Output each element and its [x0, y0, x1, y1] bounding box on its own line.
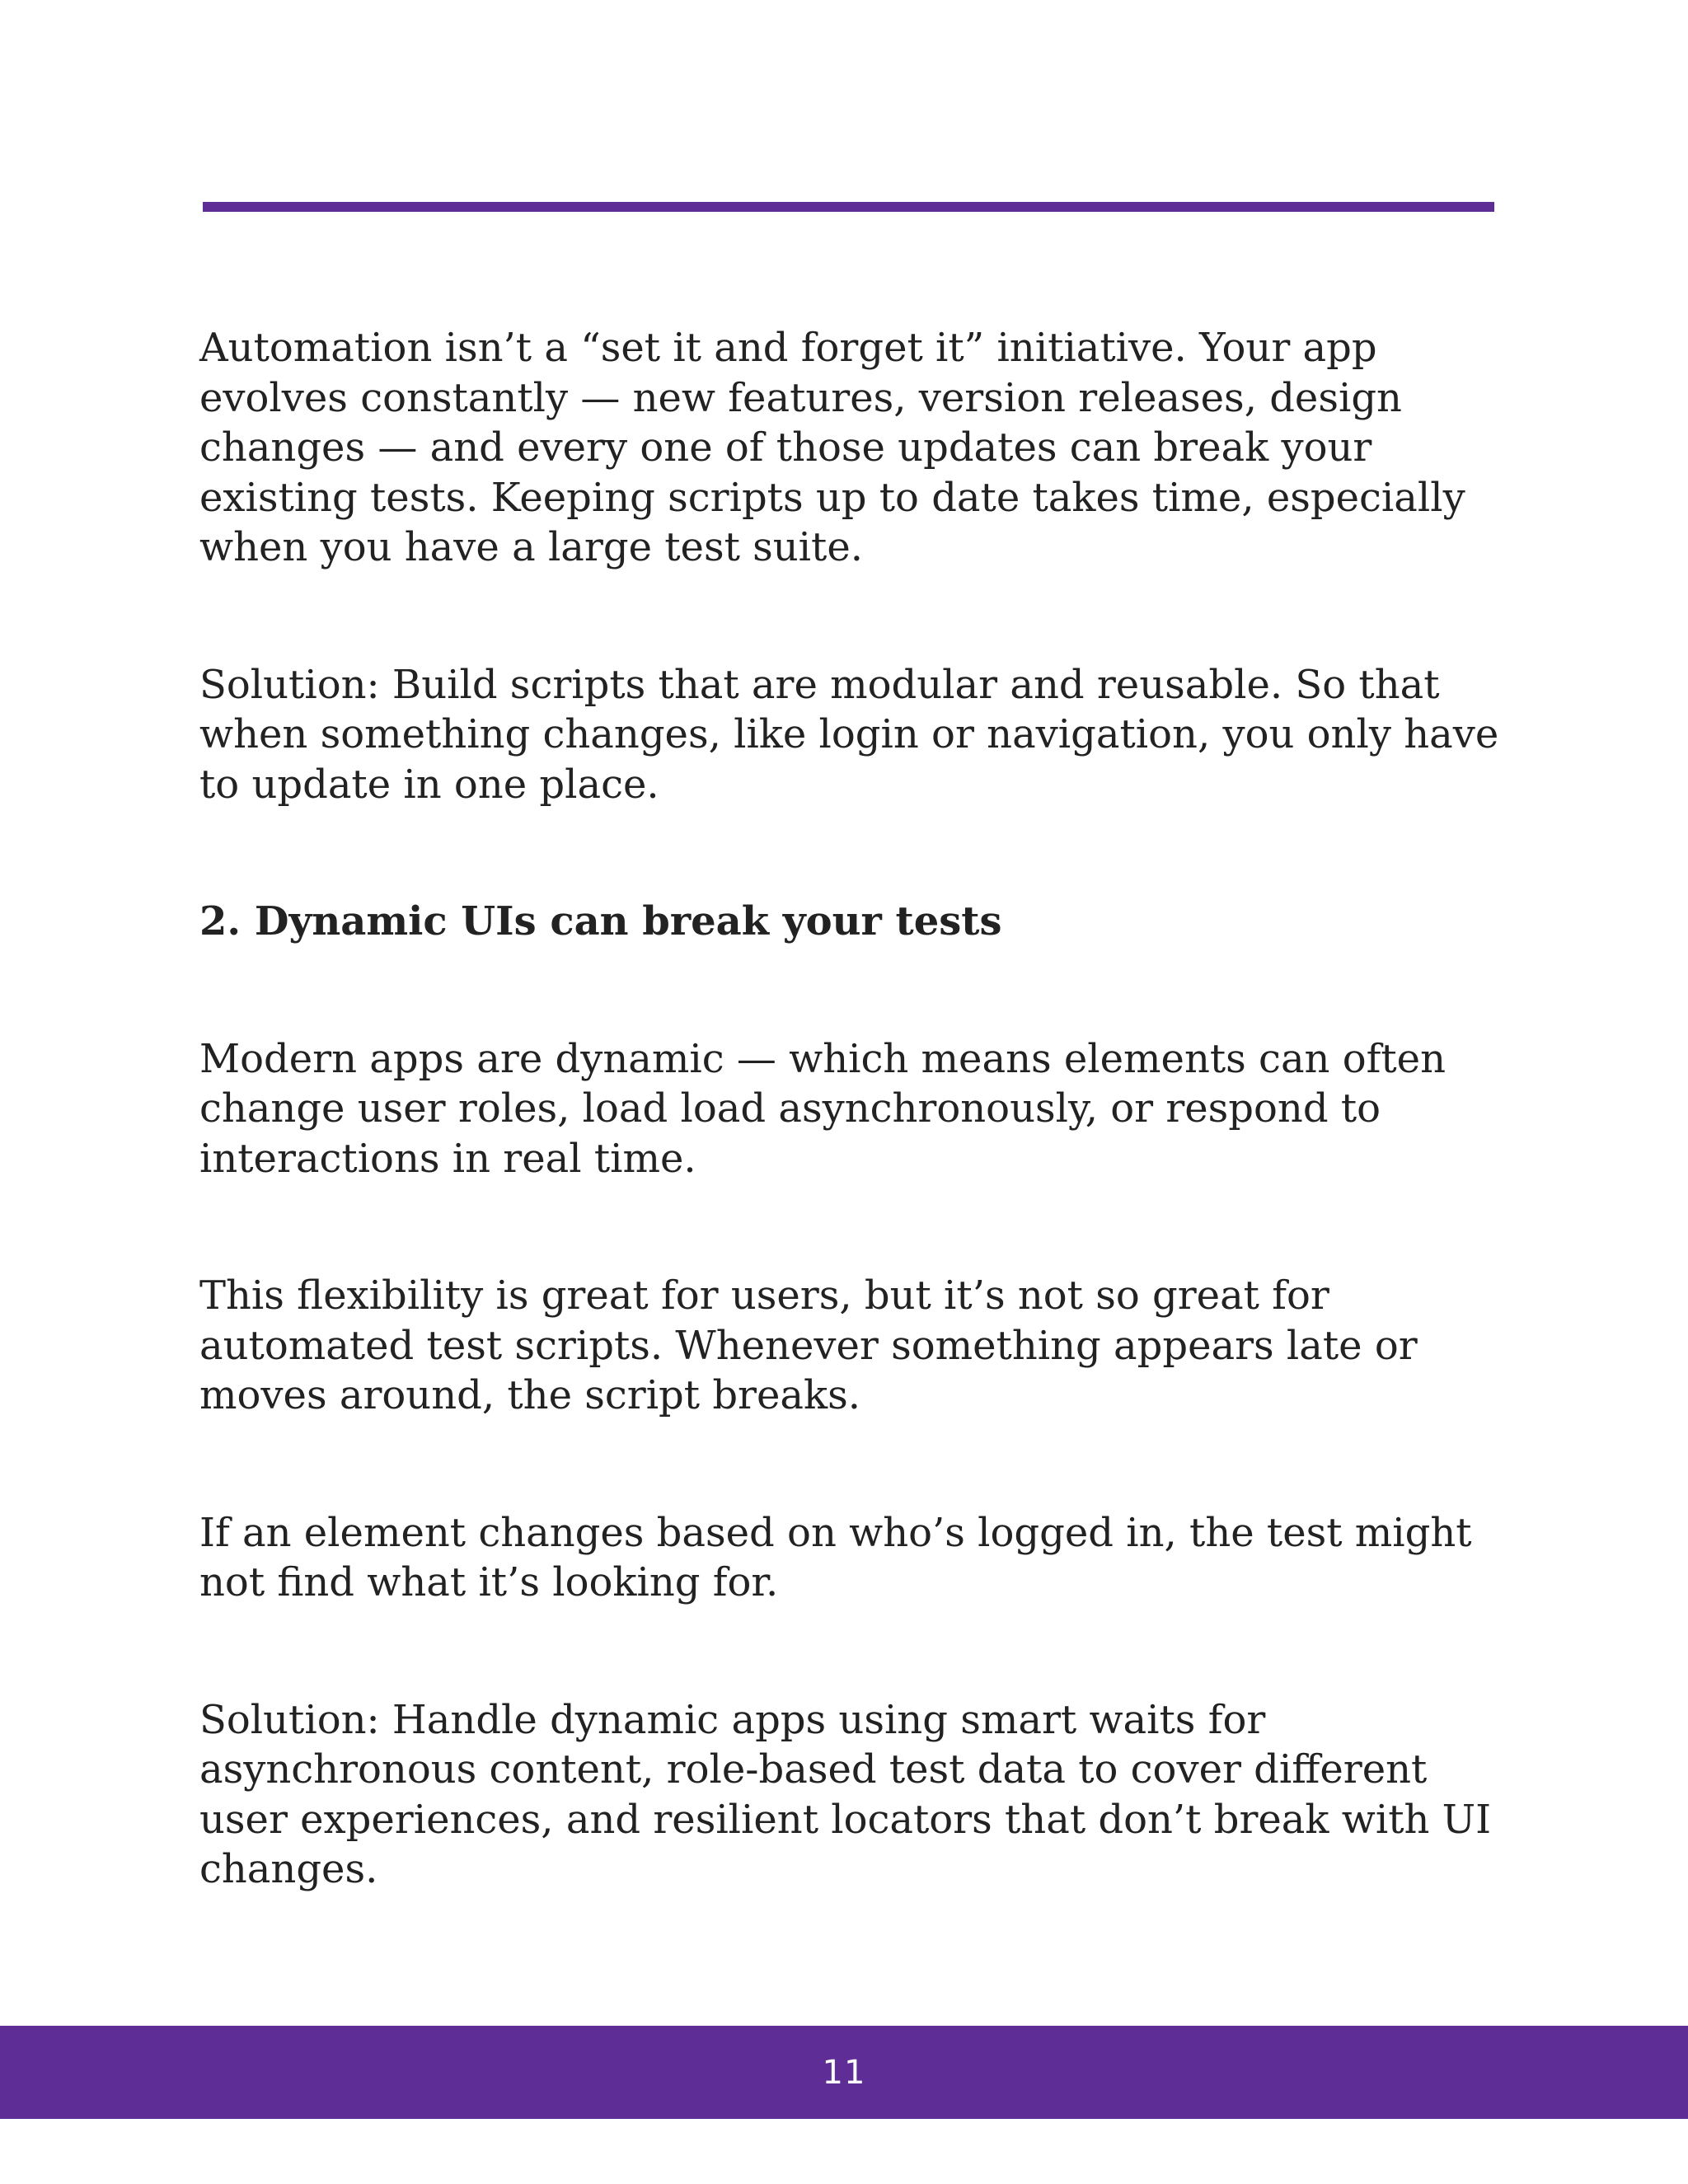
paragraph-solution-dynamic: Solution: Handle dynamic apps using smart waits for asynchronous content, role-based test data to cover different user experiences, and resilient locators that don’t break with UI changes. — [199, 1696, 1492, 1892]
page-content — [199, 323, 1502, 1895]
paragraph-logged-in: If an element changes based on who’s logged in, the test might not find what it’s looking for. — [199, 1509, 1472, 1605]
footer-bar — [0, 2026, 1688, 2119]
paragraph-intro: Automation isn’t a “set it and forget it” initiative. Your app evolves constantly — new features, version releases, design changes — and every one of those updates can break your existing tests. Keeping scripts up to date takes time, especially when you have a large test suite. — [199, 325, 1465, 570]
header-divider — [203, 202, 1494, 212]
page-number: 11 — [822, 2053, 866, 2092]
paragraph-solution-modular: Solution: Build scripts that are modular and reusable. So that when something changes, like login or navigation, you only have to update in one place. — [199, 661, 1499, 808]
section-heading: 2. Dynamic UIs can break your tests — [199, 898, 1002, 944]
paragraph-flexibility: This flexibility is great for users, but it’s not so great for automated test scripts. Whenever something appears late or moves around, the script breaks. — [199, 1272, 1418, 1418]
paragraph-dynamic-apps: Modern apps are dynamic — which means elements can often change user roles, load load asynchronously, or respond to interactions in real time. — [199, 1035, 1446, 1182]
